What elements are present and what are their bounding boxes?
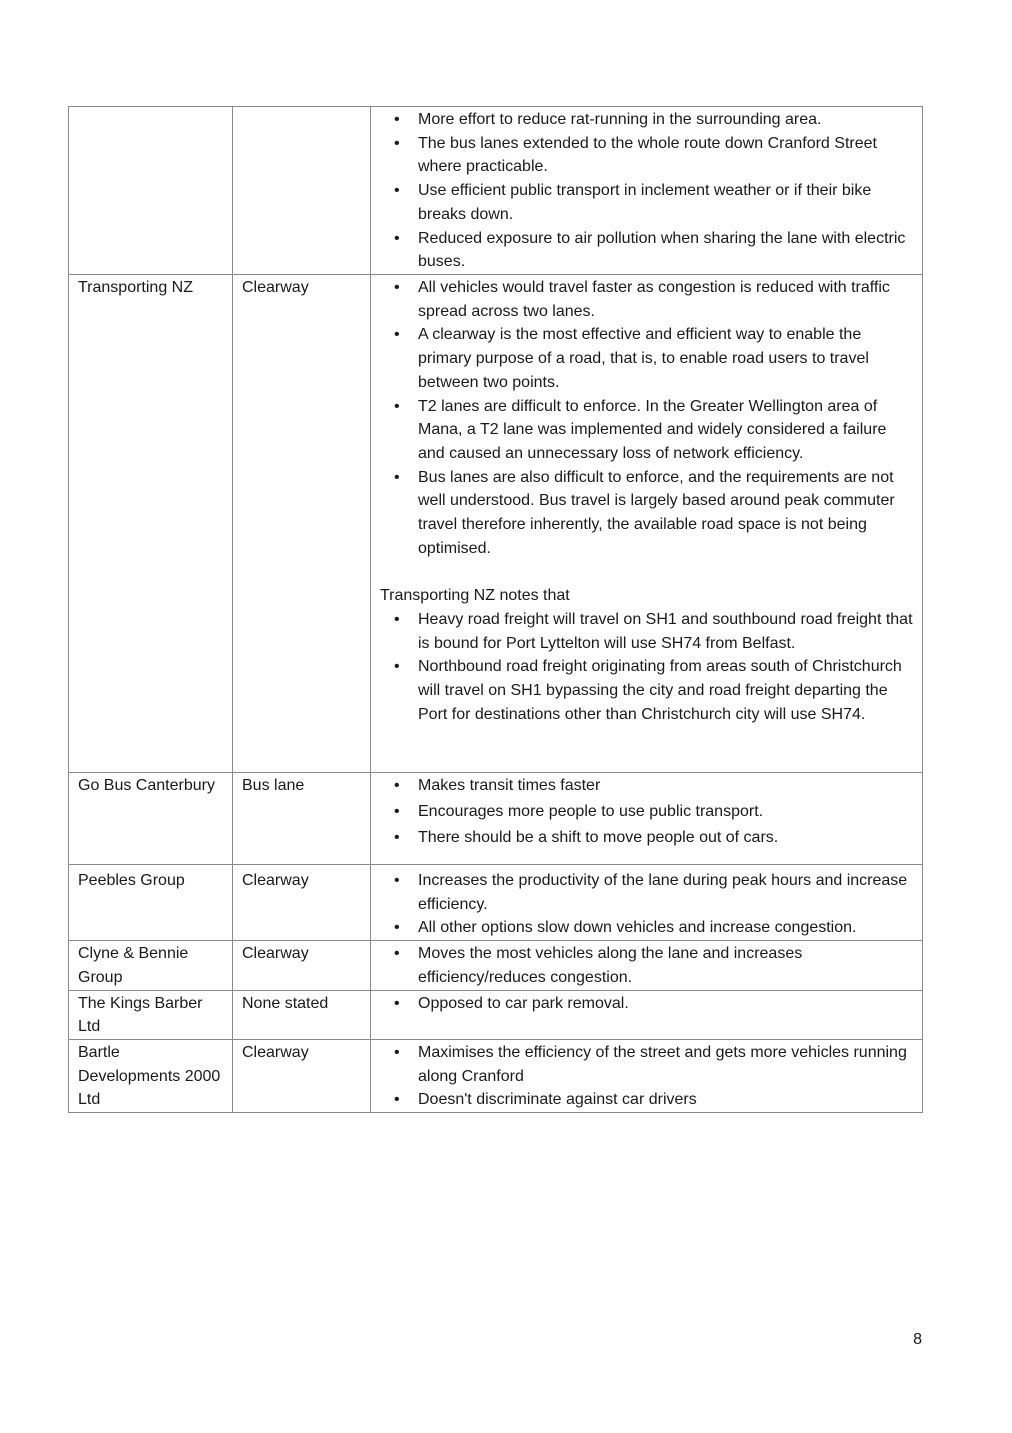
preference-cell: Clearway xyxy=(233,1039,371,1112)
submitter-cell: Peebles Group xyxy=(69,865,233,941)
comments-cell xyxy=(371,1039,923,1112)
preference-cell: Clearway xyxy=(233,865,371,941)
comments-cell xyxy=(371,275,923,773)
table-row xyxy=(69,941,923,990)
list-item: • The bus lanes extended to the whole route down Cranford Street where practicable. xyxy=(418,132,916,179)
list-item: • Increases the productivity of the lane during peak hours and increase efficiency. xyxy=(418,869,916,916)
table-row xyxy=(69,865,923,941)
list-item: • Moves the most vehicles along the lane and increases efficiency/reduces congestion. xyxy=(418,942,916,989)
comments-cell xyxy=(371,107,923,275)
table-row xyxy=(69,990,923,1039)
list-item: • Bus lanes are also difficult to enforce, and the requirements are not well understood. Bus travel is largely based around peak commuter travel therefore inherently, the available road space is not being optimised. xyxy=(418,466,916,561)
list-item: • Northbound road freight originating from areas south of Christchurch will travel on SH1 bypassing the city and road freight departing the Port for destinations other than Christchurch city will use SH74. xyxy=(418,655,916,726)
list-item: • There should be a shift to move people out of cars. xyxy=(418,826,916,850)
preference-cell: Bus lane xyxy=(233,773,371,865)
list-item: • Heavy road freight will travel on SH1 and southbound road freight that is bound for Port Lyttelton will use SH74 from Belfast. xyxy=(418,608,916,655)
comments-cell xyxy=(371,773,923,865)
table-row xyxy=(69,1039,923,1112)
list-item: • Doesn't discriminate against car drivers xyxy=(418,1088,916,1112)
list-item: • More effort to reduce rat-running in the surrounding area. xyxy=(418,108,916,132)
submitter-cell: Transporting NZ xyxy=(69,275,233,773)
preference-cell: Clearway xyxy=(233,941,371,990)
submitter-cell: Bartle Developments 2000 Ltd xyxy=(69,1039,233,1112)
list-item: • T2 lanes are difficult to enforce. In the Greater Wellington area of Mana, a T2 lane was implemented and widely considered a failure and caused an unnecessary loss of network efficiency. xyxy=(418,395,916,466)
list-item: • Makes transit times faster xyxy=(418,774,916,798)
list-item: • A clearway is the most effective and efficient way to enable the primary purpose of a road, that is, to enable road users to travel between two points. xyxy=(418,323,916,394)
list-item: • All other options slow down vehicles and increase congestion. xyxy=(418,916,916,940)
submitter-cell: The Kings Barber Ltd xyxy=(69,990,233,1039)
submitter-cell xyxy=(69,107,233,275)
list-item: • Opposed to car park removal. xyxy=(418,992,916,1016)
list-item: • Reduced exposure to air pollution when sharing the lane with electric buses. xyxy=(418,227,916,274)
note-text: Transporting NZ notes that xyxy=(380,587,570,605)
comments-cell xyxy=(371,941,923,990)
preference-cell xyxy=(233,107,371,275)
list-item: • Use efficient public transport in inclement weather or if their bike breaks down. xyxy=(418,179,916,226)
table-row xyxy=(69,107,923,275)
submitter-cell: Clyne & Bennie Group xyxy=(69,941,233,990)
preference-cell: Clearway xyxy=(233,275,371,773)
list-item: • Encourages more people to use public transport. xyxy=(418,800,916,824)
table-row xyxy=(69,773,923,865)
list-item: • Maximises the efficiency of the street and gets more vehicles running along Cranford xyxy=(418,1041,916,1088)
submissions-table xyxy=(68,106,923,1113)
preference-cell: None stated xyxy=(233,990,371,1039)
comments-cell xyxy=(371,990,923,1039)
list-item: • All vehicles would travel faster as congestion is reduced with traffic spread across two lanes. xyxy=(418,276,916,323)
table-row xyxy=(69,275,923,773)
submitter-cell: Go Bus Canterbury xyxy=(69,773,233,865)
comments-cell xyxy=(371,865,923,941)
page-number: 8 xyxy=(913,1331,922,1348)
